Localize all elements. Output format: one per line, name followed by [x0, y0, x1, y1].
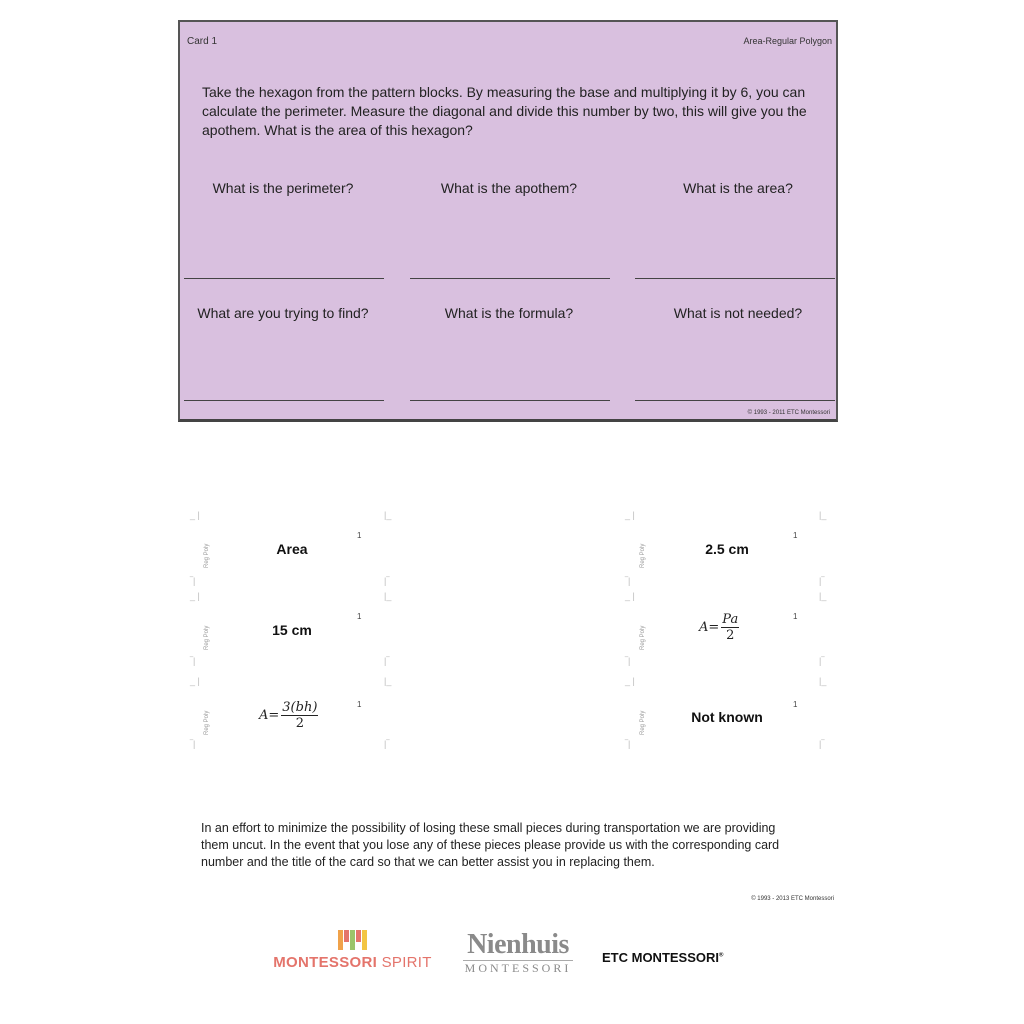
formula-lhs: A=: [259, 708, 280, 723]
task-card: [178, 20, 838, 422]
crop-mark: ‾|: [625, 656, 631, 666]
piece-number: 1: [357, 700, 362, 709]
crop-mark: _ |: [190, 510, 200, 520]
nienhuis-sub: MONTESSORI: [464, 961, 572, 975]
question-not-needed: What is not needed?: [673, 305, 803, 321]
formula-denominator: 2: [295, 716, 304, 731]
crop-mark: ‾|: [190, 656, 196, 666]
crop-mark: |_: [819, 591, 827, 601]
crop-mark: ‾|: [625, 576, 631, 586]
crop-mark: ‾|: [190, 576, 196, 586]
crop-mark: _ |: [190, 591, 200, 601]
piece-number: 1: [357, 612, 362, 621]
crop-mark: |_: [384, 591, 392, 601]
crop-mark: |‾: [819, 656, 825, 666]
crop-mark: |_: [384, 510, 392, 520]
nienhuis-logo: [463, 930, 573, 974]
piece-side-label: Reg Poly: [640, 710, 646, 735]
answer-line: [410, 400, 610, 401]
uncut-pieces-note: In an effort to minimize the possibility of losing these small pieces during transportation we are providing them uncut. In the event that you lose any of these pieces please provide us with the corresponding card number and the title of the card so that we can better assist you in replacing them.: [201, 821, 780, 869]
logo-word: MONTESSORI: [273, 954, 378, 971]
registered-mark: ®: [719, 952, 724, 959]
piece-side-label: Reg Poly: [640, 543, 646, 568]
montessori-spirit-logo: [265, 930, 440, 971]
question-apothem: What is the apothem?: [440, 180, 578, 196]
crop-mark: _ |: [625, 591, 635, 601]
crop-mark: _ |: [625, 676, 635, 686]
piece-formula-perimeter-apothem: [699, 612, 739, 643]
etc-name: ETC MONTESSORI: [602, 950, 720, 965]
crop-mark: |_: [819, 510, 827, 520]
formula-numerator: Pa: [722, 612, 739, 627]
piece-number: 1: [793, 531, 798, 540]
crop-mark: _ |: [625, 510, 635, 520]
piece-2-5cm: 2.5 cm: [705, 541, 749, 557]
montessori-spirit-mark-icon: [265, 930, 440, 950]
crop-mark: |‾: [384, 656, 390, 666]
formula-fraction: [281, 700, 318, 731]
answer-line: [635, 400, 835, 401]
formula-fraction: [721, 612, 739, 643]
crop-mark: |_: [384, 676, 392, 686]
card-number: Card 1: [187, 36, 218, 47]
piece-not-known: Not known: [691, 709, 763, 725]
piece-15cm: 15 cm: [272, 622, 312, 638]
montessori-spirit-text: [265, 954, 440, 971]
piece-area: Area: [276, 541, 308, 557]
answer-line: [635, 278, 835, 279]
card-title: Area-Regular Polygon: [743, 36, 832, 46]
piece-number: 1: [793, 700, 798, 709]
formula-numerator: 3(bh): [282, 700, 318, 715]
formula-denominator: 2: [726, 628, 735, 643]
answer-line: [184, 400, 384, 401]
piece-number: 1: [793, 612, 798, 621]
question-formula: What is the formula?: [444, 305, 574, 321]
piece-side-label: Reg Poly: [204, 543, 210, 568]
question-perimeter: What is the perimeter?: [212, 180, 354, 196]
crop-mark: |‾: [384, 739, 390, 749]
crop-mark: |‾: [819, 739, 825, 749]
answer-line: [410, 278, 610, 279]
crop-mark: ‾|: [190, 739, 196, 749]
brand-logos: [265, 930, 785, 980]
piece-side-label: Reg Poly: [204, 625, 210, 650]
footer-copyright: © 1993 - 2013 ETC Montessori: [751, 896, 834, 902]
etc-montessori-logo: [602, 950, 723, 965]
logo-word: SPIRIT: [381, 954, 432, 971]
crop-mark: _ |: [190, 676, 200, 686]
piece-side-label: Reg Poly: [640, 625, 646, 650]
nienhuis-name: Nienhuis: [467, 929, 569, 960]
crop-mark: |_: [819, 676, 827, 686]
formula-lhs: A=: [699, 620, 720, 635]
crop-mark: |‾: [819, 576, 825, 586]
piece-formula-triangles: [259, 700, 318, 731]
piece-side-label: Reg Poly: [204, 710, 210, 735]
answer-line: [184, 278, 384, 279]
card-instructions: Take the hexagon from the pattern blocks. By measuring the base and multiplying it by 6, you can calculate the perimeter. Measure the diagonal and divide this number by two, this will give you the apothem. What is the area of this hexagon?: [202, 84, 807, 138]
question-what-to-find: What are you trying to find?: [197, 305, 369, 321]
piece-number: 1: [357, 531, 362, 540]
card-copyright: © 1993 - 2011 ETC Montessori: [747, 410, 830, 416]
crop-mark: |‾: [384, 576, 390, 586]
crop-mark: ‾|: [625, 739, 631, 749]
question-area: What is the area?: [683, 180, 793, 196]
